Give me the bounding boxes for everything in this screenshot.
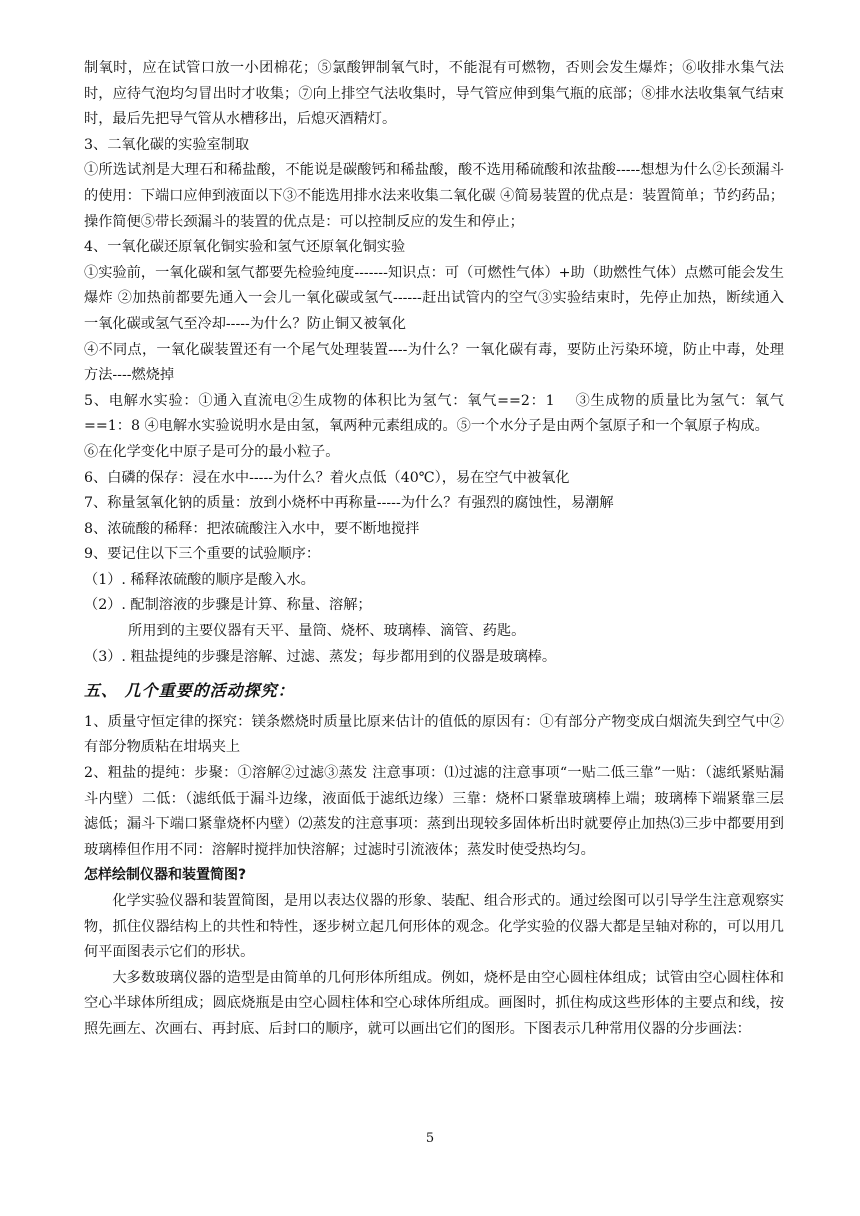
paragraph: 8、浓硫酸的稀释：把浓硫酸注入水中，要不断地搅拌: [84, 520, 420, 537]
paragraph: 制氧时，应在试管口放一小团棉花；⑤氯酸钾制氧气时，不能混有可燃物，否则会发生爆炸；⑥收排水集气法时，应待气泡均匀冒出时才收集；⑦向上排空气法收集时，导气管应伸到集气瓶的底部；⑧排水法收集氧气结束时，最后先把导气管从水槽移出，后熄灭酒精灯。: [84, 60, 784, 128]
paragraph: 5、电解水实验：①通入直流电②生成物的体积比为氢气：氧气==2：1 ③生成物的质量比为氢气：氧气==1：8 ④电解水实验说明水是由氢，氧两种元素组成的。⑤一个水分子是由两个氢原子和一个氧原子构成。: [84, 392, 784, 435]
list-item: （3）. 粗盐提纯的步骤是溶解、过滤、蒸发；每步都用到的仪器是玻璃棒。: [84, 648, 557, 665]
document-body: [84, 56, 784, 1043]
list-item: （2）. 配制溶液的步骤是计算、称量、溶解；: [84, 597, 372, 614]
bold-subheading: 怎样绘制仪器和装置简图?: [84, 867, 247, 884]
paragraph: ④不同点，一氧化碳装置还有一个尾气处理装置----为什么？一氧化碳有毒，要防止污染环境，防止中毒，处理方法----燃烧掉: [84, 341, 784, 384]
section-title: 3、二氧化碳的实验室制取: [84, 136, 250, 153]
paragraph: ①实验前，一氧化碳和氢气都要先检验纯度-------知识点：可（可燃性气体）+助（助燃性气体）点燃可能会发生爆炸 ②加热前都要先通入一会儿一氧化碳或氢气------赶出试管内的空气③实验结束时，先停止加热，断续通入一氧化碳或氢气至冷却-----为什么？防止铜又被氧化: [84, 264, 784, 332]
paragraph: 7、称量氢氧化钠的质量：放到小烧杯中再称量-----为什么？有强烈的腐蚀性，易潮解: [84, 495, 614, 512]
section-title: 4、一氧化碳还原氧化铜实验和氢气还原氧化铜实验: [84, 239, 406, 256]
chapter-heading: 五、 几个重要的活动探究：: [84, 681, 295, 701]
paragraph: 化学实验仪器和装置简图，是用以表达仪器的形象、装配、组合形式的。通过绘图可以引导学生注意观察实物，抓住仪器结构上的共性和特性，逐步树立起几何形体的观念。化学实验的仪器大都是呈轴对称的，可以用几何平面图表示它们的形状。: [84, 893, 784, 961]
paragraph: 大多数玻璃仪器的造型是由简单的几何形体所组成。例如，烧杯是由空心圆柱体组成；试管由空心圆柱体和空心半球体所组成；圆底烧瓶是由空心圆柱体和空心球体所组成。画图时，抓住构成这些形体的主要点和线，按照先画左、次画右、再封底、后封口的顺序，就可以画出它们的图形。下图表示几种常用仪器的分步画法：: [84, 969, 784, 1037]
paragraph: ⑥在化学变化中原子是可分的最小粒子。: [84, 443, 340, 460]
paragraph: 2、粗盐的提纯：步聚：①溶解②过滤③蒸发 注意事项：⑴过滤的注意事项“一贴二低三靠”一贴：（滤纸紧贴漏斗内壁）二低：（滤纸低于漏斗边缘，液面低于滤纸边缘）三靠：烧杯口紧靠玻璃棒上端；玻璃棒下端紧靠三层滤低；漏斗下端口紧靠烧杯内壁）⑵蒸发的注意事项：蒸到出现较多固体析出时就要停止加热⑶三步中都要用到玻璃棒但作用不同：溶解时搅拌加快溶解；过滤时引流液体；蒸发时使受热均匀。: [84, 765, 784, 858]
paragraph: 1、质量守恒定律的探究：镁条燃烧时质量比原来估计的值低的原因有：①有部分产物变成白烟流失到空气中②有部分物质粘在坩埚夹上: [84, 713, 784, 756]
paragraph: 9、要记住以下三个重要的试验顺序：: [84, 546, 321, 563]
list-item: （1）. 稀释浓硫酸的顺序是酸入水。: [84, 571, 315, 588]
paragraph: 6、白磷的保存：浸在水中-----为什么？着火点低（40℃），易在空气中被氧化: [84, 469, 570, 486]
page-number: 5: [425, 1131, 435, 1146]
list-item-detail: 所用到的主要仪器有天平、量筒、烧杯、玻璃棒、滴管、药匙。: [128, 623, 526, 640]
paragraph: ①所选试剂是大理石和稀盐酸，不能说是碳酸钙和稀盐酸，酸不选用稀硫酸和浓盐酸-----想想为什么②长颈漏斗的使用：下端口应伸到液面以下③不能选用排水法来收集二氧化碳 ④简易装置的优点是：装置简单；节约药品；操作简便⑤带长颈漏斗的装置的优点是：可以控制反应的发生和停止；: [84, 162, 784, 230]
